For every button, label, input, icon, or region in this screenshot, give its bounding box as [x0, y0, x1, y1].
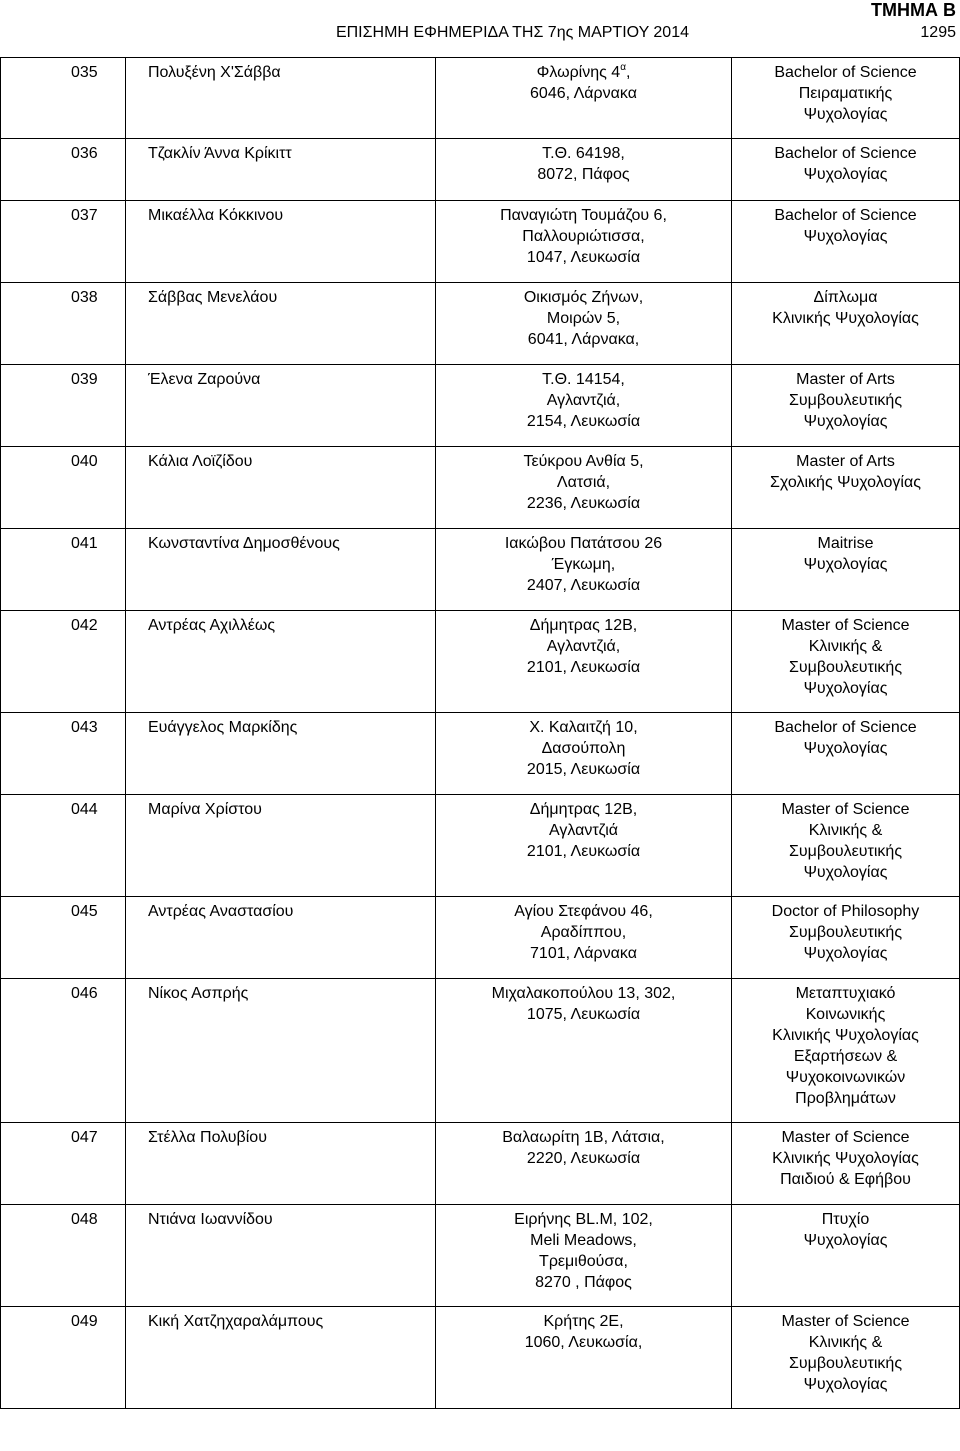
person-name: Έλενα Ζαρούνα [126, 365, 436, 447]
degree-line: Doctor of Philosophy [771, 903, 920, 920]
degree-cell [732, 139, 960, 201]
degree-cell [732, 365, 960, 447]
degree-line: Master of Arts [796, 453, 895, 470]
address-cell [436, 529, 732, 611]
person-name: Νίκος Ασπρής [126, 979, 436, 1123]
table-row [1, 795, 960, 897]
person-name: Τζακλίν Άννα Κρίκιττ [126, 139, 436, 201]
degree-line: Κλινικής Ψυχολογίας [772, 310, 919, 327]
degree-line: Bachelor of Science [774, 64, 917, 81]
address-line [436, 247, 731, 268]
address-cell [436, 447, 732, 529]
address-line [436, 205, 731, 226]
address-text: Δήμητρας 12Β, [529, 617, 638, 634]
degree-line: Συμβουλευτικής [788, 1355, 903, 1372]
degree-cell [732, 979, 960, 1123]
degree-line: Κλινικής Ψυχολογίας [772, 1150, 919, 1167]
address-text: Παναγιώτη Τουμάζου 6, [500, 207, 667, 224]
table-row [1, 1123, 960, 1205]
degree-line: Πειραματικής [798, 85, 893, 102]
address-line [436, 369, 731, 390]
address-line [436, 143, 731, 164]
address-line [436, 1127, 731, 1148]
address-line [436, 411, 731, 432]
address-text: Ιακώβου Πατάτσου 26 [504, 535, 663, 552]
address-line [436, 657, 731, 678]
degree-cell [732, 611, 960, 713]
address-line [436, 1148, 731, 1169]
address-line [436, 287, 731, 308]
address-text: Αγίου Στεφάνου 46, [514, 903, 653, 920]
registry-number: 049 [1, 1307, 126, 1409]
degree-line: Bachelor of Science [774, 719, 917, 736]
degree-cell [732, 58, 960, 139]
degree-line: Bachelor of Science [774, 207, 917, 224]
table-row [1, 201, 960, 283]
address-cell [436, 897, 732, 979]
address-line [436, 1311, 731, 1332]
address-line [436, 636, 731, 657]
address-cell [436, 795, 732, 897]
person-name: Κάλια Λοϊζίδου [126, 447, 436, 529]
degree-line: Ψυχολογίας [803, 106, 888, 123]
address-line [436, 390, 731, 411]
page-header [0, 0, 960, 46]
address-cell [436, 1205, 732, 1307]
degree-line: Σχολικής Ψυχολογίας [770, 474, 921, 491]
address-cell [436, 1307, 732, 1409]
person-name: Σάββας Μενελάου [126, 283, 436, 365]
person-name: Κική Χατζηχαραλάμπους [126, 1307, 436, 1409]
address-line [436, 83, 731, 104]
degree-line: Συμβουλευτικής [788, 392, 903, 409]
address-line [436, 1004, 731, 1025]
address-line [436, 493, 731, 514]
address-cell [436, 611, 732, 713]
address-text: 2154, Λευκωσία [526, 413, 641, 430]
address-line [436, 799, 731, 820]
address-text: Βαλαωρίτη 1Β, Λάτσια, [502, 1129, 665, 1146]
degree-line: Ψυχολογίας [803, 680, 888, 697]
degree-line: Κλινικής Ψυχολογίας [772, 1027, 919, 1044]
registry-number: 046 [1, 979, 126, 1123]
degree-cell [732, 713, 960, 795]
degree-line: Master of Science [781, 801, 910, 818]
degree-line: Πτυχίο [821, 1211, 870, 1228]
degree-line: Ψυχολογίας [803, 228, 888, 245]
address-text: Χ. Καλαιτζή 10, [529, 719, 638, 736]
address-text: Μιχαλακοπούλου 13, 302, [491, 985, 676, 1002]
registry-number: 043 [1, 713, 126, 795]
degree-cell [732, 1307, 960, 1409]
address-line [436, 451, 731, 472]
address-line [436, 1332, 731, 1353]
address-text: 2015, Λευκωσία [526, 761, 641, 778]
address-line [436, 738, 731, 759]
address-line [436, 1209, 731, 1230]
address-superscript: α [620, 62, 626, 73]
table-row [1, 611, 960, 713]
degree-line: Master of Science [781, 1129, 910, 1146]
degree-cell [732, 447, 960, 529]
address-text: Κρήτης 2Ε, [543, 1313, 624, 1330]
person-name: Μαρίνα Χρίστου [126, 795, 436, 897]
degree-line: Ψυχολογίας [803, 945, 888, 962]
table-row [1, 1307, 960, 1409]
degree-line: Ψυχολογίας [803, 1232, 888, 1249]
address-text: Φλωρίνης 4 [536, 64, 621, 81]
table-row [1, 58, 960, 139]
address-text: Έγκωμη, [551, 556, 616, 573]
degree-line: Κλινικής & [808, 638, 883, 655]
page-number: 1295 [920, 24, 956, 41]
degree-line: Ψυχολογίας [803, 1376, 888, 1393]
person-name: Αντρέας Αχιλλέως [126, 611, 436, 713]
address-text: Ειρήνης BL.M, 102, [514, 1211, 653, 1228]
person-name: Αντρέας Αναστασίου [126, 897, 436, 979]
address-line [436, 922, 731, 943]
registry-number: 041 [1, 529, 126, 611]
registry-body [1, 58, 960, 1409]
address-line [436, 554, 731, 575]
degree-cell [732, 283, 960, 365]
address-text: Δασούπολη [541, 740, 626, 757]
degree-line: Κλινικής & [808, 822, 883, 839]
degree-line: Συμβουλευτικής [788, 659, 903, 676]
degree-line: Bachelor of Science [774, 145, 917, 162]
address-line [436, 901, 731, 922]
address-line [436, 1251, 731, 1272]
address-cell [436, 1123, 732, 1205]
person-name: Στέλλα Πολυβίου [126, 1123, 436, 1205]
degree-cell [732, 201, 960, 283]
address-line [436, 983, 731, 1004]
address-text: 8072, Πάφος [537, 166, 630, 183]
degree-cell [732, 529, 960, 611]
address-line [436, 226, 731, 247]
address-text: Τεύκρου Ανθία 5, [523, 453, 644, 470]
address-line [436, 575, 731, 596]
table-row [1, 365, 960, 447]
degree-line: Maitrise [817, 535, 874, 552]
address-text: Αραδίππου, [540, 924, 627, 941]
address-text: Μοιρών 5, [546, 310, 621, 327]
address-text: 2407, Λευκωσία [526, 577, 641, 594]
degree-line: Master of Arts [796, 371, 895, 388]
address-line [436, 841, 731, 862]
address-line [436, 1272, 731, 1293]
degree-line: Συμβουλευτικής [788, 924, 903, 941]
address-text: 1060, Λευκωσία, [524, 1334, 643, 1351]
person-name: Πολυξένη Χ'Σάββα [126, 58, 436, 139]
address-text: Τ.Θ. 64198, [542, 145, 625, 162]
registry-number: 040 [1, 447, 126, 529]
address-cell [436, 365, 732, 447]
table-row [1, 1205, 960, 1307]
address-text: 1047, Λευκωσία [526, 249, 641, 266]
person-name: Κωνσταντίνα Δημοσθένους [126, 529, 436, 611]
degree-cell [732, 897, 960, 979]
address-text: Αγλαντζιά, [546, 392, 621, 409]
degree-line: Ψυχολογίας [803, 556, 888, 573]
address-line [436, 533, 731, 554]
address-text: Αγλαντζιά [548, 822, 619, 839]
address-line [436, 164, 731, 185]
degree-line: Ψυχολογίας [803, 864, 888, 881]
address-line [436, 717, 731, 738]
registry-number: 044 [1, 795, 126, 897]
degree-line: Συμβουλευτικής [788, 843, 903, 860]
address-line [436, 615, 731, 636]
address-text: Οικισμός Ζήνων, [523, 289, 644, 306]
degree-line: Ψυχολογίας [803, 166, 888, 183]
section-label: ΤΜΗΜΑ Β [871, 0, 956, 20]
registry-number: 037 [1, 201, 126, 283]
table-row [1, 283, 960, 365]
address-text: Δήμητρας 12Β, [529, 801, 638, 818]
degree-line: Εξαρτήσεων & [793, 1048, 898, 1065]
degree-line: Ψυχοκοινωνικών [785, 1069, 906, 1086]
degree-line: Master of Science [781, 617, 910, 634]
degree-line: Κοινωνικής [805, 1006, 886, 1023]
degree-line: Master of Science [781, 1313, 910, 1330]
table-row [1, 447, 960, 529]
address-cell [436, 139, 732, 201]
address-text: 1075, Λευκωσία [526, 1006, 641, 1023]
address-text: 2236, Λευκωσία [526, 495, 641, 512]
person-name: Μικαέλλα Κόκκινου [126, 201, 436, 283]
address-line [436, 329, 731, 350]
degree-line: Ψυχολογίας [803, 740, 888, 757]
degree-cell [732, 1123, 960, 1205]
address-text: Τ.Θ. 14154, [542, 371, 625, 388]
registry-number: 045 [1, 897, 126, 979]
table-row [1, 713, 960, 795]
address-text: Λατσιά, [556, 474, 611, 491]
address-text: Τρεμιθούσα, [539, 1253, 628, 1270]
degree-line: Προβλημάτων [795, 1090, 896, 1107]
address-cell [436, 713, 732, 795]
degree-line: Δίπλωμα [813, 289, 878, 306]
degree-cell [732, 1205, 960, 1307]
address-text: 2101, Λευκωσία [526, 659, 641, 676]
address-text: 6046, Λάρνακα [530, 85, 637, 102]
address-text: 6041, Λάρνακα, [527, 331, 640, 348]
address-text: Meli Meadows, [530, 1232, 637, 1249]
address-text: 2220, Λευκωσία [526, 1150, 641, 1167]
gazette-title: ΕΠΙΣΗΜΗ ΕΦΗΜΕΡΙΔΑ ΤΗΣ 7ης ΜΑΡΤΙΟΥ 2014 [335, 24, 689, 41]
address-text: 7101, Λάρνακα [530, 945, 637, 962]
person-name: Ντιάνα Ιωαννίδου [126, 1205, 436, 1307]
registry-number: 048 [1, 1205, 126, 1307]
degree-line: Μεταπτυχιακό [795, 985, 896, 1002]
registry-number: 039 [1, 365, 126, 447]
degree-line: Παιδιού & Εφήβου [780, 1171, 911, 1188]
registry-number: 038 [1, 283, 126, 365]
person-name: Ευάγγελος Μαρκίδης [126, 713, 436, 795]
address-line [436, 1230, 731, 1251]
address-cell [436, 979, 732, 1123]
registry-number: 036 [1, 139, 126, 201]
address-line [436, 472, 731, 493]
address-line [436, 820, 731, 841]
table-row [1, 529, 960, 611]
address-cell [436, 283, 732, 365]
degree-cell [732, 795, 960, 897]
address-text: 2101, Λευκωσία [526, 843, 641, 860]
address-line [436, 308, 731, 329]
address-line: Φλωρίνης $4^\alpha$, [536, 62, 631, 81]
registry-number: 042 [1, 611, 126, 713]
degree-line: Κλινικής & [808, 1334, 883, 1351]
table-row [1, 979, 960, 1123]
address-cell [436, 201, 732, 283]
table-row [1, 139, 960, 201]
registry-table [0, 57, 960, 1409]
address-line [436, 759, 731, 780]
address-line [436, 943, 731, 964]
address-text: 8270 , Πάφος [535, 1274, 632, 1291]
degree-line: Ψυχολογίας [803, 413, 888, 430]
registry-number: 047 [1, 1123, 126, 1205]
address-text: Παλλουριώτισσα, [522, 228, 645, 245]
address-text: Αγλαντζιά, [546, 638, 621, 655]
address-cell [436, 58, 732, 139]
registry-number: 035 [1, 58, 126, 139]
table-row [1, 897, 960, 979]
